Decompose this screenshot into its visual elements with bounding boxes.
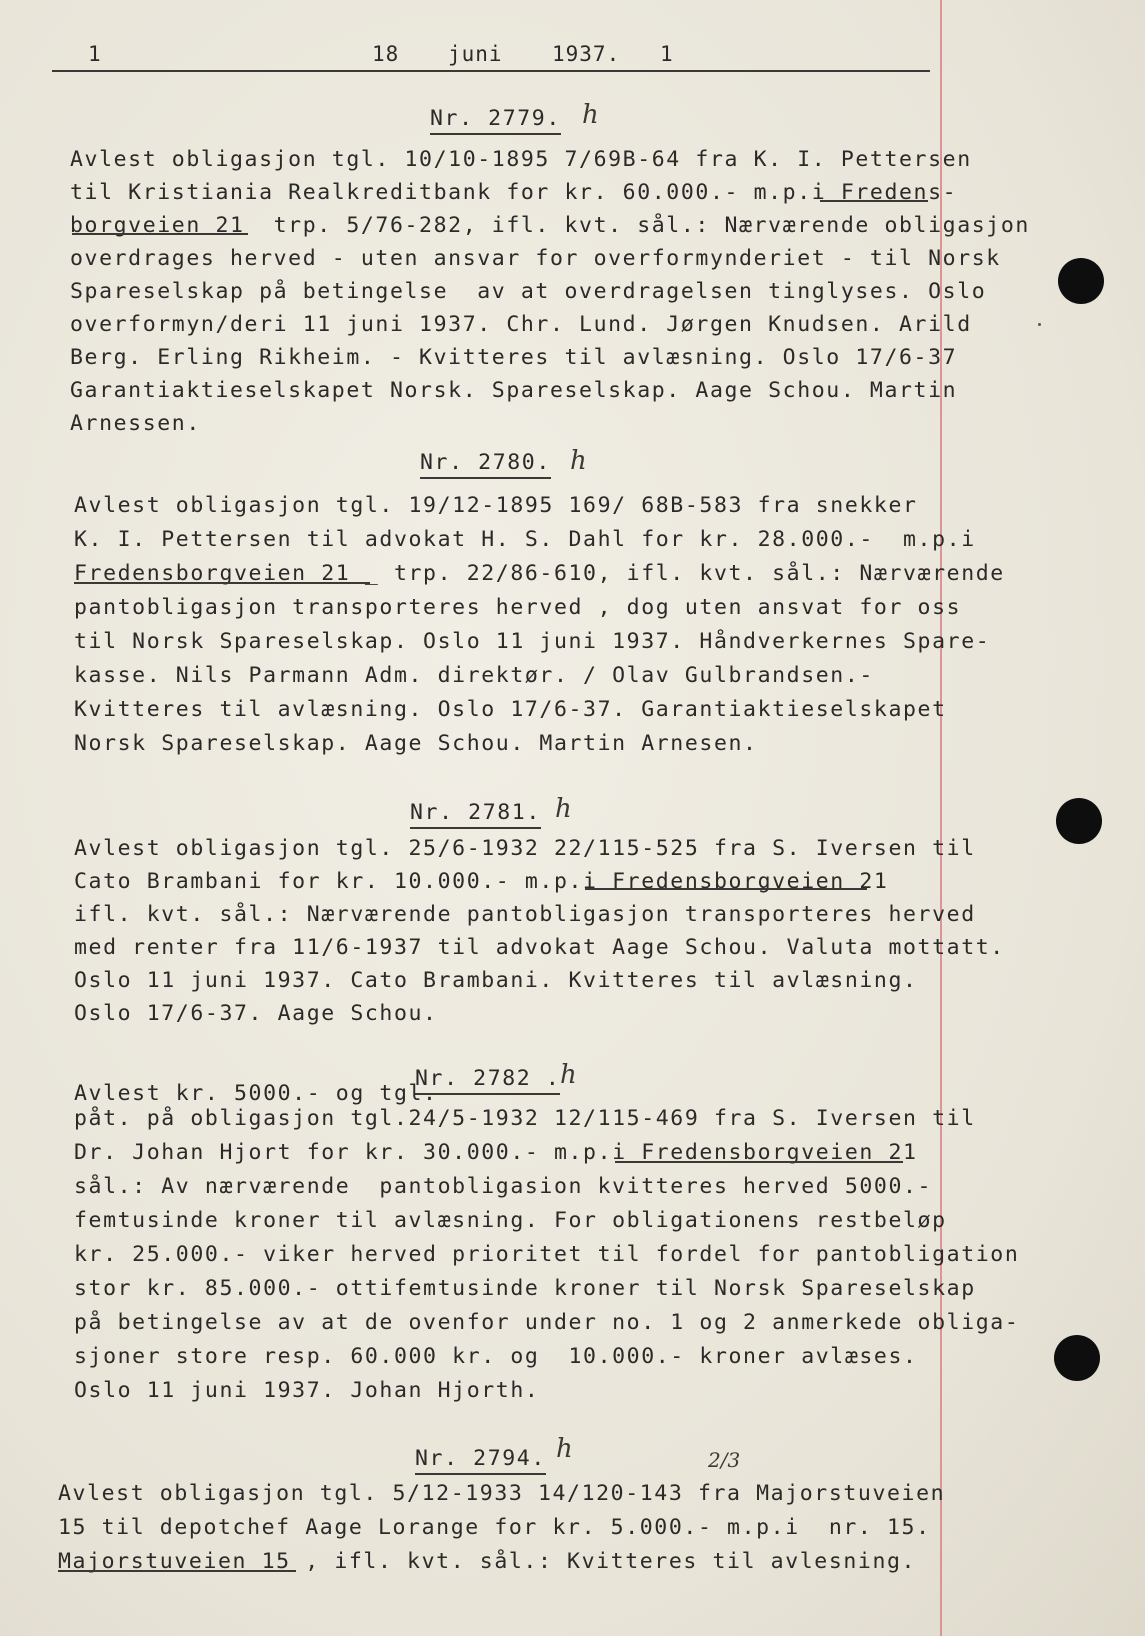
entry-number: Nr. 2794. — [415, 1446, 546, 1475]
handwritten-mark: h — [555, 794, 572, 824]
entry-number: Nr. 2781. — [410, 800, 541, 829]
entry-line: Oslo 11 juni 1937. Cato Brambani. Kvitteres til avlæsning. — [74, 968, 918, 993]
underline — [72, 233, 248, 235]
header-year: 1937. — [552, 42, 621, 66]
entry-line: Avlest obligasjon tgl. 25/6-1932 22/115-525 fra S. Iversen til — [74, 836, 976, 861]
entry-line: Avlest obligasjon tgl. 10/10-1895 7/69B-64 fra K. I. Pettersen — [70, 147, 972, 172]
entry-line: Kvitteres til avlæsning. Oslo 17/6-37. Garantiaktieselskapet — [74, 697, 947, 722]
entry-line: Dr. Johan Hjort for kr. 30.000.- m.p.i Fredensborgveien 21 — [74, 1140, 918, 1165]
header-right-mark: 1 — [660, 42, 674, 66]
punch-hole — [1058, 258, 1104, 304]
handwritten-mark: h — [582, 100, 599, 130]
underline — [585, 888, 867, 890]
entry-line: med renter fra 11/6-1937 til advokat Aage Schou. Valuta mottatt. — [74, 935, 1005, 960]
entry-line: Norsk Spareselskap. Aage Schou. Martin Arnesen. — [74, 731, 758, 756]
underline — [58, 1570, 296, 1572]
handwritten-mark: h — [556, 1434, 573, 1464]
entry-number: Nr. 2782 . — [415, 1066, 560, 1095]
entry-line: femtusinde kroner til avlæsning. For obligationens restbeløp — [74, 1208, 947, 1233]
speck — [1038, 323, 1041, 326]
punch-hole — [1054, 1335, 1100, 1381]
entry-line: til Kristiania Realkreditbank for kr. 60.000.- m.p.i Fredens- — [70, 180, 958, 205]
entry-line: borgveien 21 trp. 5/76-282, ifl. kvt. sål.: Nærværende obligasjon — [70, 213, 1030, 238]
header-day: 18 — [372, 42, 400, 66]
handwritten-mark: h — [570, 446, 587, 476]
entry-line: 15 til depotchef Aage Lorange for kr. 5.000.- m.p.i nr. 15. — [58, 1515, 931, 1540]
entry-line: Cato Brambani for kr. 10.000.- m.p.i Fredensborgveien 21 — [74, 869, 889, 894]
entry-line: Majorstuveien 15 , ifl. kvt. sål.: Kvitteres til avlesning. — [58, 1549, 917, 1574]
header-rule — [52, 70, 930, 72]
underline — [74, 582, 370, 584]
entry-line: stor kr. 85.000.- ottifemtusinde kroner til Norsk Spareselskap — [74, 1276, 976, 1301]
entry-line: kr. 25.000.- viker herved prioritet til fordel for pantobligation — [74, 1242, 1020, 1267]
header-month: juni — [448, 42, 503, 66]
entry-line: kasse. Nils Parmann Adm. direktør. / Olav Gulbrandsen.- — [74, 663, 874, 688]
entry-line: overformyn/deri 11 juni 1937. Chr. Lund. Jørgen Knudsen. Arild — [70, 312, 972, 337]
entry-line: sjoner store resp. 60.000 kr. og 10.000.- kroner avlæses. — [74, 1344, 918, 1369]
entry-line: Fredensborgveien 21 _ trp. 22/86-610, ifl. kvt. sål.: Nærværende — [74, 561, 1005, 586]
entry-line: Spareselskap på betingelse av at overdragelsen tinglyses. Oslo — [70, 279, 987, 304]
underline — [615, 1161, 903, 1163]
page-header — [0, 42, 1145, 72]
entry-lead-text: Avlest kr. 5000.- og tgl. — [74, 1081, 438, 1106]
entry-line: Garantiaktieselskapet Norsk. Spareselskap. Aage Schou. Martin — [70, 378, 958, 403]
entry-line: K. I. Pettersen til advokat H. S. Dahl for kr. 28.000.- m.p.i — [74, 527, 976, 552]
header-left-mark: 1 — [88, 42, 102, 66]
underline — [820, 200, 928, 202]
entry-line: ifl. kvt. sål.: Nærværende pantobligasjon transporteres herved — [74, 902, 976, 927]
entry-number: Nr. 2779. — [430, 106, 561, 135]
punch-hole — [1056, 798, 1102, 844]
margin-note: 2/3 — [708, 1448, 741, 1472]
entry-line: Oslo 11 juni 1937. Johan Hjorth. — [74, 1378, 540, 1403]
entry-line: Arnessen. — [70, 411, 201, 436]
entry-line: til Norsk Spareselskap. Oslo 11 juni 1937. Håndverkernes Spare- — [74, 629, 991, 654]
handwritten-mark: h — [560, 1060, 577, 1090]
entry-line: pantobligasjon transporteres herved , dog uten ansvat for oss — [74, 595, 962, 620]
entry-line: Oslo 17/6-37. Aage Schou. — [74, 1001, 438, 1026]
entry-number: Nr. 2780. — [420, 450, 551, 479]
entry-line: overdrages herved - uten ansvar for overformynderiet - til Norsk — [70, 246, 1001, 271]
entry-line: Avlest obligasjon tgl. 19/12-1895 169/ 68B-583 fra snekker — [74, 493, 918, 518]
entry-line: påt. på obligasjon tgl.24/5-1932 12/115-469 fra S. Iversen til — [74, 1106, 976, 1131]
entry-line: Berg. Erling Rikheim. - Kvitteres til avlæsning. Oslo 17/6-37 — [70, 345, 958, 370]
entry-line: sål.: Av nærværende pantobligasion kvitteres herved 5000.- — [74, 1174, 933, 1199]
entry-line: på betingelse av at de ovenfor under no. 1 og 2 anmerkede obliga- — [74, 1310, 1020, 1335]
entry-line: Avlest obligasjon tgl. 5/12-1933 14/120-143 fra Majorstuveien — [58, 1481, 946, 1506]
